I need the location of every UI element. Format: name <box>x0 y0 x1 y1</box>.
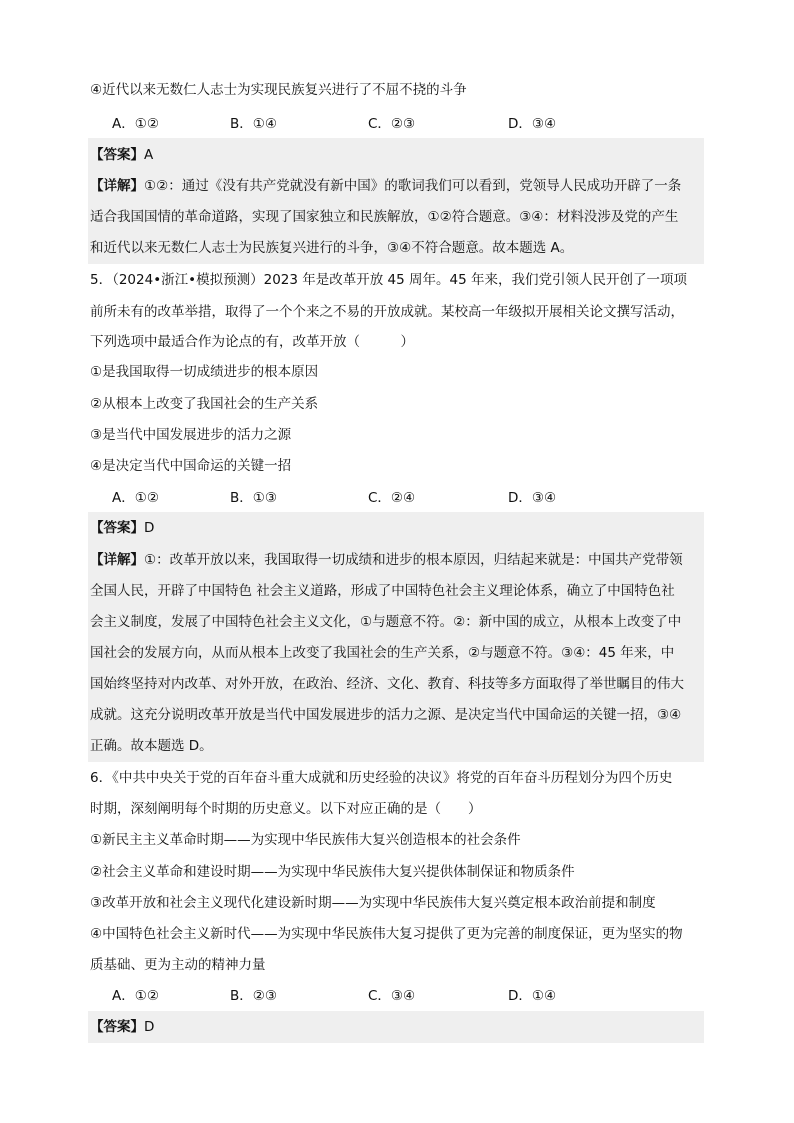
q5-detail-line-5: 国始终坚持对内改革、对外开放，在政治、经济、文化、教育、科技等多方面取得了举世瞩目的伟大 <box>90 676 684 692</box>
q5-detail-line-2: 全国人民，开辟了中国特色 社会主义道路，形成了中国特色社会主义理论体系，确立了中国特色社 <box>90 583 675 599</box>
q6-option-c: C．③④ <box>368 988 416 1004</box>
q6-stem-line-1: 6．《中共中央关于党的百年奋斗重大成就和历史经验的决议》将党的百年奋斗历程划分为四个历史 <box>90 770 673 786</box>
q6-statement-line-5: 质基础、更为主动的精神力量 <box>90 957 266 973</box>
q4-detail-line-2: 适合我国国情的革命道路，实现了国家独立和民族解放，①②符合题意。③④：材料没涉及党的产生 <box>90 209 679 225</box>
q5-detail-line-1: 【详解】①：改革开放以来，我国取得一切成绩和进步的根本原因，归结起来就是：中国共产党带领 <box>90 552 683 568</box>
q5-option-c: C．②④ <box>368 490 416 506</box>
q5-statement-3: ③是当代中国发展进步的活力之源 <box>90 427 292 443</box>
q5-option-b: B．①③ <box>230 490 277 506</box>
q4-option-a: A．①② <box>112 116 159 132</box>
q4-option-b: B．①④ <box>230 116 277 132</box>
q4-statement-4: ④近代以来无数仁人志士为实现民族复兴进行了不屈不挠的斗争 <box>90 82 467 98</box>
q4-answer <box>90 145 153 165</box>
q5-statement-2: ②从根本上改变了我国社会的生产关系 <box>90 396 319 412</box>
q5-statement-4: ④是决定当代中国命运的关键一招 <box>90 458 292 474</box>
answer-label: 【答案】 <box>90 520 144 536</box>
q5-statement-1: ①是我国取得一切成绩进步的根本原因 <box>90 364 319 380</box>
q5-detail-line-3: 会主义制度，发展了中国特色社会主义文化，①与题意不符。②：新中国的成立，从根本上改变了中 <box>90 614 682 630</box>
answer-label: 【答案】 <box>90 1019 144 1035</box>
detail-label: 【详解】 <box>90 178 144 194</box>
q4-option-d: D．③④ <box>508 116 557 132</box>
q5-option-d: D．③④ <box>508 490 557 506</box>
q5-detail-line-4: 国社会的发展方向，从而从根本上改变了我国社会的生产关系，②与题意不符。③④：45 年来，中 <box>90 645 675 661</box>
q5-stem-line-3: 下列选项中最适合作为论点的有，改革开放（ ） <box>90 334 414 350</box>
q6-answer-block <box>88 1011 704 1043</box>
q6-statement-line-3: ③改革开放和社会主义现代化建设新时期——为实现中华民族伟大复兴奠定根本政治前提和制度 <box>90 895 656 911</box>
q6-stem-line-2: 时期，深刻阐明每个时期的历史意义。以下对应正确的是（ ） <box>90 801 482 817</box>
q5-option-a: A．①② <box>112 490 159 506</box>
q6-statement-line-2: ②社会主义革命和建设时期——为实现中华民族伟大复兴提供体制保证和物质条件 <box>90 864 575 880</box>
q6-option-d: D．①④ <box>508 988 557 1004</box>
q6-answer <box>90 1017 154 1037</box>
answer-value: D <box>144 520 155 536</box>
q5-detail-line-7: 正确。故本题选 D。 <box>90 738 213 754</box>
q5-stem-line-1: 5．（2024•浙江•模拟预测）2023 年是改革开放 45 周年。45 年来，我们党引领人民开创了一项项 <box>90 272 687 288</box>
q6-option-b: B．②③ <box>230 988 277 1004</box>
detail-label: 【详解】 <box>90 552 144 568</box>
answer-value: D <box>144 1019 155 1035</box>
q4-detail-line-1: 【详解】①②：通过《没有共产党就没有新中国》的歌词我们可以看到，党领导人民成功开辟了一条 <box>90 178 682 194</box>
q6-option-a: A．①② <box>112 988 159 1004</box>
q5-detail-line-6: 成就。这充分说明改革开放是当代中国发展进步的活力之源、是决定当代中国命运的关键一招，③④ <box>90 707 682 723</box>
answer-label: 【答案】 <box>90 147 144 163</box>
q5-answer <box>90 518 154 538</box>
q6-statement-line-1: ①新民主主义革命时期——为实现中华民族伟大复兴创造根本的社会条件 <box>90 832 521 848</box>
answer-value: A <box>144 147 154 163</box>
q4-detail-line-3: 和近代以来无数仁人志士为民族复兴进行的斗争，③④不符合题意。故本题选 A。 <box>90 240 574 256</box>
q6-statement-line-4: ④中国特色社会主义新时代——为实现中华民族伟大复习提供了更为完善的制度保证，更为坚实的物 <box>90 926 683 942</box>
q4-option-c: C．②③ <box>368 116 416 132</box>
q5-stem-line-2: 前所未有的改革举措，取得了一个个来之不易的开放成就。某校高一年级拟开展相关论文撰写活动， <box>90 304 684 320</box>
